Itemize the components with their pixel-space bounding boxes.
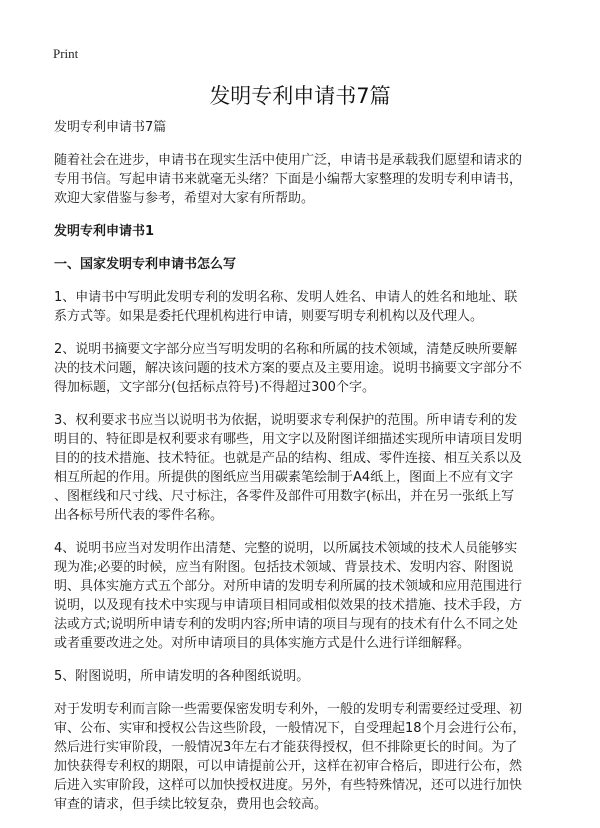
- closing-paragraph: [54, 700, 554, 814]
- list-item-2: [54, 340, 554, 397]
- text-line: 5、附图说明，所申请发明的各种图纸说明。: [54, 669, 310, 684]
- document-body: [54, 118, 554, 828]
- print-label[interactable]: Print: [53, 46, 79, 61]
- text-line: 专用书信。写起申请书来就毫无头绪？下面是小编帮大家整理的发明专利申请书，: [54, 172, 523, 187]
- text-line: 决的技术问题，解决该问题的技术方案的要点及主要用途。说明书摘要文字部分不: [54, 361, 523, 376]
- list-item-3: [54, 411, 554, 525]
- text-line: 3、权利要求书应当以说明书为依据，说明要求专利保护的范围。所申请专利的发: [54, 413, 518, 428]
- text-line: 系方式等。如果是委托代理机构进行申请，则要写明专利机构以及代理人。: [54, 309, 484, 324]
- document-title: 发明专利申请书7篇: [209, 84, 391, 108]
- text-line: 出各标号所代表的零件名称。: [54, 508, 224, 523]
- text-line: 审查的请求，但手续比较复杂，费用也会较高。: [54, 797, 328, 812]
- text-line: 对于发明专利而言除一些需要保密发明专利外，一般的发明专利需要经过受理、初: [54, 702, 523, 717]
- text-line: 然后进行实审阶段，一般情况3年左右才能获得授权，但不排除更长的时间。为了: [54, 740, 518, 755]
- text-line: 目的的技术措施、技术特征。也就是产品的结构、组成、零件连接、相互关系以及: [54, 451, 523, 466]
- text-line: 相互所起的作用。所提供的图纸应当用碳素笔绘制于A4纸上，图面上不应有文字: [54, 470, 514, 485]
- text-line: 1、申请书中写明此发明专利的发明名称、发明人姓名、申请人的姓名和地址、联: [54, 290, 518, 305]
- list-item-4: [54, 539, 554, 653]
- text-line: 随着社会在进步，申请书在现实生活中使用广泛，申请书是承载我们愿望和请求的: [54, 153, 523, 168]
- text-line: 加快获得专利权的期限，可以申请提前公开，这样在初审合格后，即进行公布，然: [54, 759, 523, 774]
- list-item-1: [54, 288, 554, 326]
- sub-heading: 一、国家发明专利申请书怎么写: [54, 257, 237, 272]
- document-subtitle: 发明专利申请书7篇: [54, 120, 167, 135]
- text-line: 法或方式;说明所申请专利的发明内容;所申请的项目与现有的技术有什么不同之处: [54, 617, 518, 632]
- text-line: 得加标题，文字部分(包括标点符号)不得超过300个字。: [54, 380, 375, 395]
- text-line: 说明，以及现有技术中实现与申请项目相同或相似效果的技术措施、技术手段，方: [54, 598, 523, 613]
- text-line: 或者重要改进之处。对所申请项目的具体实施方式是什么进行详细解释。: [54, 636, 471, 651]
- section-heading: 发明专利申请书1: [54, 224, 155, 239]
- text-line: 审、公布、实审和授权公告这些阶段，一般情况下，自受理起18个月会进行公布，: [54, 721, 526, 736]
- intro-paragraph: [54, 151, 554, 208]
- text-line: 欢迎大家借鉴与参考，希望对大家有所帮助。: [54, 191, 315, 206]
- text-line: 后进入实审阶段，这样可以加快授权进度。另外，有些特殊情况，还可以进行加快: [54, 778, 523, 793]
- text-line: 明目的、特征即是权利要求有哪些，用文字以及附图详细描述实现所申请项目发明: [54, 432, 523, 447]
- text-line: 现为准;必要的时候，应当有附图。包括技术领域、背景技术、发明内容、附图说: [54, 560, 514, 575]
- text-line: 、图框线和尺寸线、尺寸标注，各零件及部件可用数字(标出，并在另一张纸上写: [54, 489, 515, 504]
- text-line: 明、具体实施方式五个部分。对所申请的发明专利所属的技术领域和应用范围进行: [54, 579, 523, 594]
- text-line: 2、说明书摘要文字部分应当写明发明的名称和所属的技术领域，清楚反映所要解: [54, 342, 518, 357]
- text-line: 4、说明书应当对发明作出清楚、完整的说明，以所属技术领域的技术人员能够实: [54, 541, 518, 556]
- list-item-5: [54, 667, 554, 686]
